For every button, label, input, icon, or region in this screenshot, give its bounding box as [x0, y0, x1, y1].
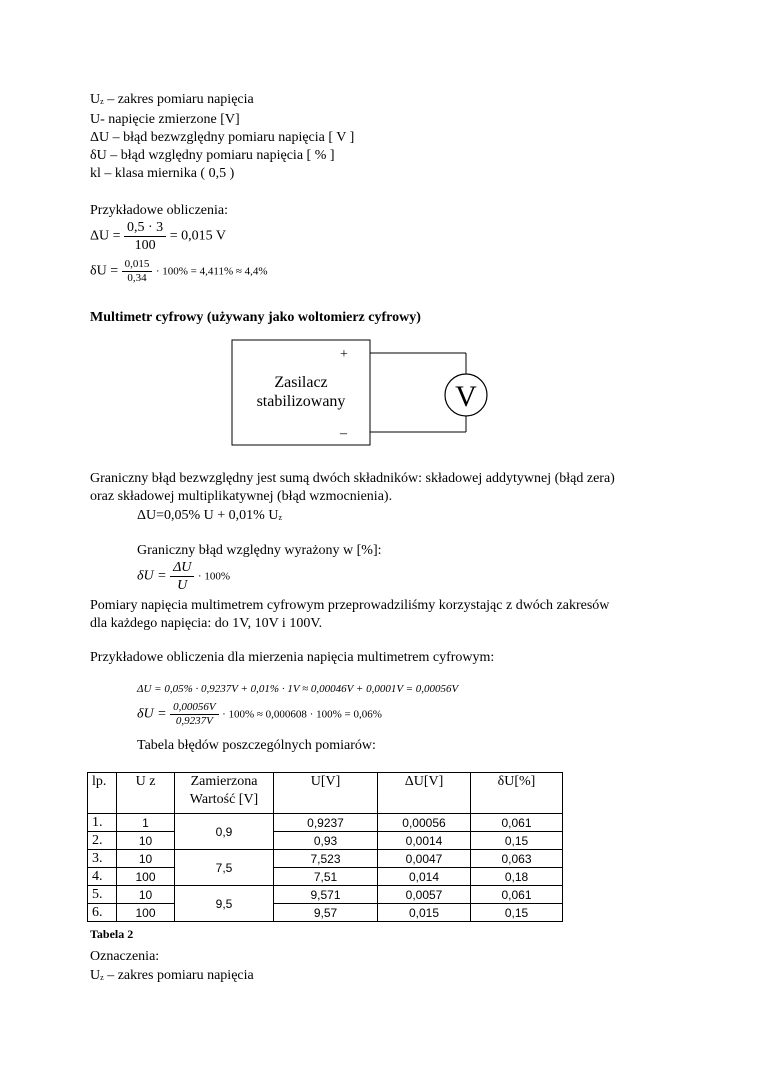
legend-item-uz: Uz – zakres pomiaru napięcia [90, 92, 254, 107]
table-row: 5. 10 9,5 9,571 0,0057 0,061 [88, 886, 563, 904]
header-delta-u: ΔU[V] [378, 773, 471, 814]
example2-heading: Przykładowe obliczenia dla mierzenia napięcia multimetrem cyfrowym: [90, 650, 495, 665]
equation-delta-u: ΔU = $\frac{0,5 \cdot 3}{100}$ = 0,015 V [90, 220, 226, 253]
table-row: 2. 10 0,93 0,0014 0,15 [88, 832, 563, 850]
table-row: 1. 1 0,9 0,9237 0,00056 0,061 [88, 814, 563, 832]
group-value: 0,9 [175, 814, 274, 850]
group-value: 9,5 [175, 886, 274, 922]
circuit-diagram [220, 335, 500, 455]
fraction: $\frac{0,00056V}{0,9237V}$ [170, 701, 218, 728]
example-heading: Przykładowe obliczenia: [90, 203, 229, 218]
legend2-item-uz: Uz – zakres pomiaru napięcia [90, 968, 254, 983]
equation-multimeter-relative-u: δU = $\frac{0,00056V}{0,9237V}$ · 100% ≈ 0,000608 · 100% = 0,06% [137, 701, 382, 727]
header-u: U[V] [274, 773, 378, 814]
section-title: Multimetr cyfrowy (używany jako woltomierz cyfrowy) [90, 310, 421, 325]
header-measured-value: Zamierzona Wartość [V] [175, 773, 274, 814]
fraction: $\frac{0,015}{0,34}$ [122, 258, 153, 285]
fraction: $\frac{\Delta U}{U}$ [170, 559, 194, 594]
legend-item-kl: kl – klasa miernika ( 0,5 ) [90, 166, 235, 181]
paragraph-absolute-error: Graniczny błąd bezwzględny jest sumą dwóch składników: składowej addytywnej (błąd zera) oraz składowej multiplikatywnej (błąd wzmocnienia). [90, 471, 615, 504]
header-uz: U z [117, 773, 175, 814]
box-label-line2: stabilizowany [256, 393, 346, 410]
table-row: 4. 100 7,51 0,014 0,18 [88, 868, 563, 886]
plus-terminal: + [340, 347, 348, 362]
legend2-heading: Oznaczenia: [90, 949, 160, 964]
minus-terminal: – [340, 426, 347, 441]
equation-multimeter-delta-u: ΔU = 0,05% · 0,9237V + 0,01% · 1V ≈ 0,00046V + 0,0001V = 0,00056V [137, 683, 459, 695]
table-title: Tabela błędów poszczególnych pomiarów: [137, 738, 376, 753]
header-lp: lp. [88, 773, 117, 814]
legend-item-delta-u: ΔU – błąd bezwzględny pomiaru napięcia [ V ] [90, 130, 355, 145]
fraction: $\frac{0,5 \cdot 3}{100}$ [124, 219, 166, 254]
box-label-line1: Zasilacz [274, 374, 328, 391]
error-table [87, 772, 563, 922]
table-caption: Tabela 2 [90, 927, 134, 941]
relative-error-text: Graniczny błąd względny wyrażony w [%]: [137, 543, 382, 558]
voltmeter-label: V [455, 380, 477, 413]
legend-item-u: U- napięcie zmierzone [V] [90, 112, 240, 127]
table-header-row [88, 773, 563, 814]
table-row: 6. 100 9,57 0,015 0,15 [88, 904, 563, 922]
paragraph-measurements: Pomiary napięcia multimetrem cyfrowym przeprowadziliśmy korzystając z dwóch zakresów dla każdego napięcia: do 1V, 10V i 100V. [90, 598, 610, 631]
formula-relative-error: δU = $\frac{\Delta U}{U}$ · 100% [137, 560, 230, 593]
legend-item-relative-u: δU – błąd względny pomiaru napięcia [ % ] [90, 148, 335, 163]
formula-absolute-error: ΔU=0,05% U + 0,01% Uz [137, 508, 283, 523]
legend-list [90, 91, 354, 183]
equation-relative-u: δU = $\frac{0,015}{0,34}$ · 100% = 4,411% ≈ 4,4% [90, 258, 268, 284]
group-value: 7,5 [175, 850, 274, 886]
header-relative-u: δU[%] [471, 773, 563, 814]
table-row: 3. 10 7,5 7,523 0,0047 0,063 [88, 850, 563, 868]
